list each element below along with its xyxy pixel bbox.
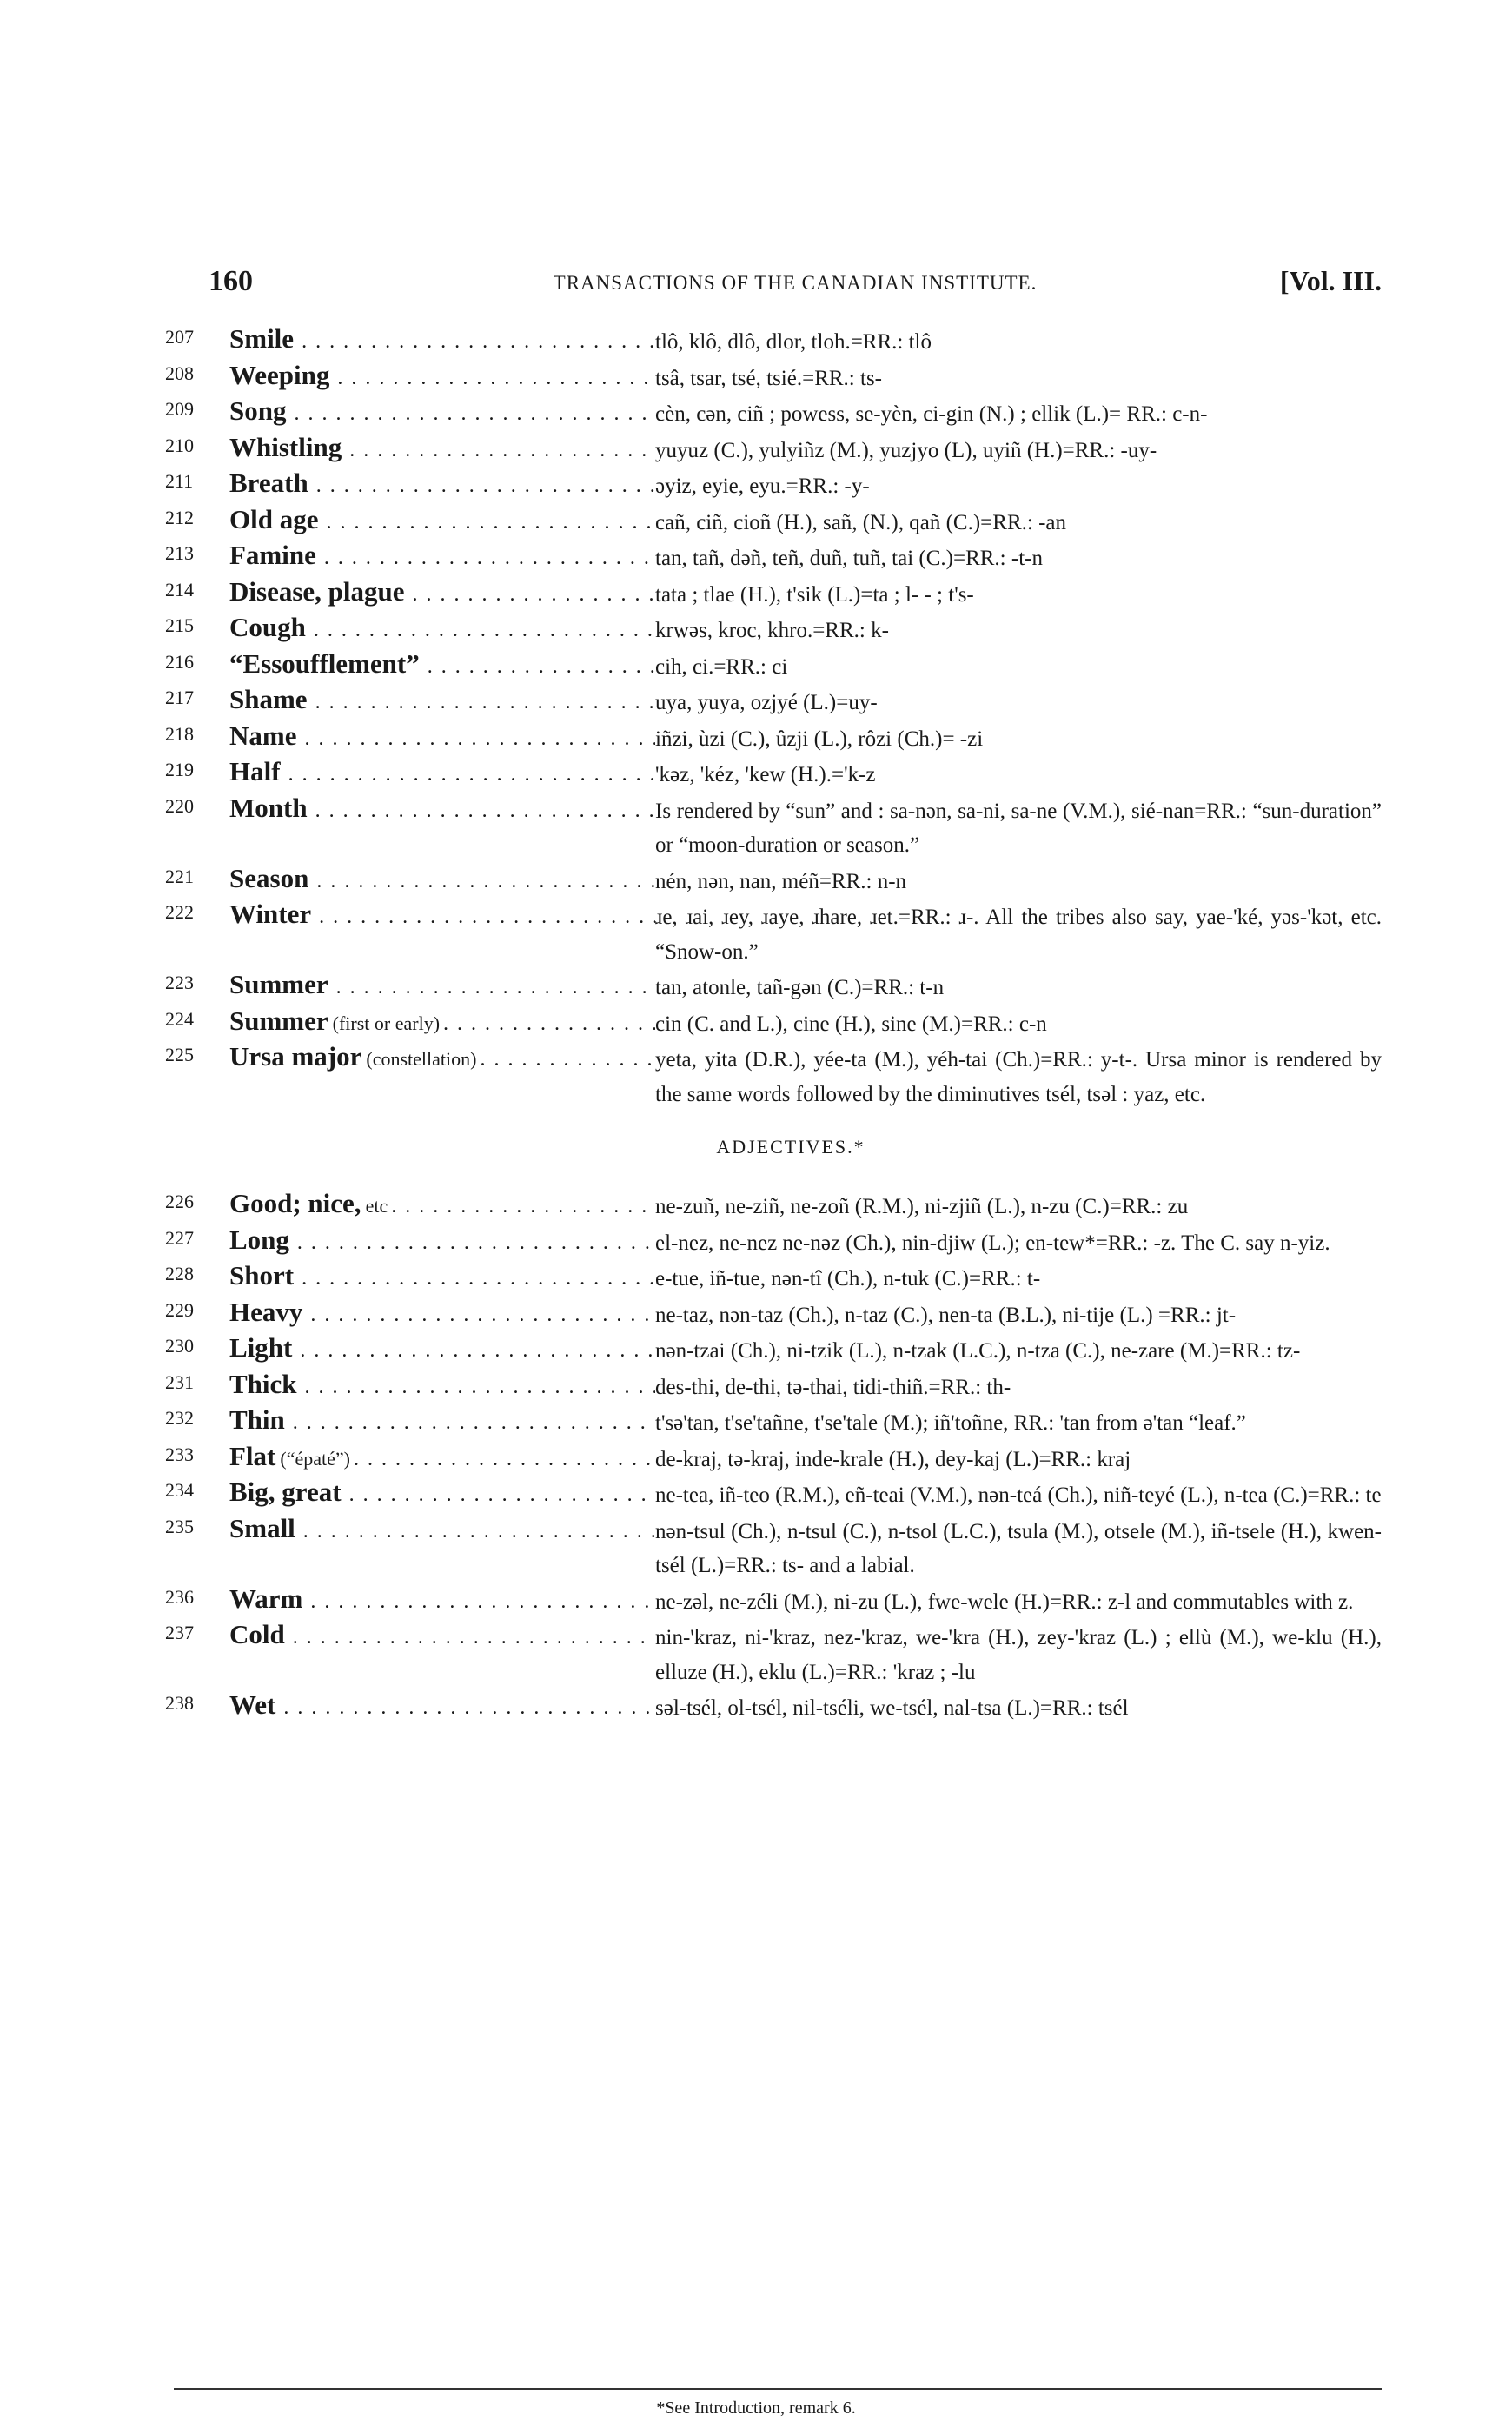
entry-term-cell	[229, 432, 655, 463]
vocabulary-entry	[165, 969, 1382, 1005]
entry-number: 219	[165, 759, 194, 780]
entry-term-note: (“épaté”)	[280, 1447, 350, 1470]
entry-term-cell	[229, 648, 655, 680]
vocabulary-entry	[165, 576, 1382, 613]
vocabulary-entry	[165, 1260, 1382, 1297]
entry-term: Weeping	[229, 359, 330, 390]
vocabulary-list	[165, 323, 1382, 1726]
vocabulary-entry	[165, 504, 1382, 541]
entry-number: 211	[165, 470, 194, 492]
entry-number: 215	[165, 614, 194, 636]
entry-definition: 'kəz, 'kéz, 'kew (H.).='k-z	[655, 763, 876, 786]
entry-definition: des-thi, de-thi, tə-thai, tidi-thiñ.=RR.: th-	[655, 1375, 1011, 1399]
entry-number: 216	[165, 650, 194, 673]
entry-term-note: (first or early)	[332, 1012, 441, 1034]
entry-term: Disease, plague	[229, 575, 405, 607]
entry-term-cell	[229, 1005, 655, 1037]
entry-number: 217	[165, 687, 194, 708]
entry-definition: e-tue, iñ-tue, nən-tî (Ch.), n-tuk (C.)=RR.: t-	[655, 1267, 1041, 1291]
entry-term-cell	[229, 1041, 655, 1072]
dot-leader	[302, 330, 655, 354]
entry-term-cell	[229, 1404, 655, 1436]
dot-leader	[310, 1304, 655, 1327]
entry-definition: səl-tsél, ol-tsél, nil-tséli, we-tsél, nal-tsa (L.)=RR.: tsél	[655, 1696, 1129, 1720]
entry-term: Ursa major	[229, 1041, 362, 1072]
entry-number: 234	[165, 1479, 194, 1501]
dot-leader	[303, 1520, 655, 1543]
entry-term: Old age	[229, 503, 319, 534]
entry-number: 222	[165, 901, 194, 923]
entry-number: 231	[165, 1370, 194, 1393]
entry-term: Song	[229, 395, 287, 426]
vocabulary-entry	[165, 648, 1382, 685]
entry-definition: ɹe, ɹai, ɹey, ɹaye, ɹhare, ɹet.=RR.: ɹ-. All the tribes also say, yae-'ké, yəs-'kət, etc. “Snow-on.”	[655, 906, 1382, 964]
entry-number: 212	[165, 506, 194, 528]
entry-term: Breath	[229, 468, 308, 498]
vocabulary-entry	[165, 1689, 1382, 1726]
dot-leader	[349, 439, 655, 462]
dot-leader	[293, 1626, 655, 1649]
dot-leader	[391, 1195, 655, 1218]
dot-leader	[288, 763, 655, 786]
entry-term: Wet	[229, 1689, 276, 1720]
entry-term-note: (constellation)	[366, 1048, 477, 1070]
entry-definition: el-nez, ne-nez ne-nəz (Ch.), nin-djiw (L.); en-tew*=RR.: -z. The C. say n-yiz.	[655, 1231, 1330, 1255]
vocabulary-entry	[165, 1513, 1382, 1583]
entry-number: 214	[165, 578, 194, 601]
volume-label: [Vol. III.	[1279, 265, 1382, 296]
entry-term-cell	[229, 1369, 655, 1400]
entry-number: 238	[165, 1692, 194, 1714]
vocabulary-entry	[165, 863, 1382, 899]
dot-leader	[319, 906, 655, 929]
entry-term: Cough	[229, 612, 306, 642]
footnote-rule	[174, 2388, 1382, 2390]
entry-term-cell	[229, 612, 655, 643]
entry-definition: de-kraj, tə-kraj, inde-krale (H.), dey-kaj (L.)=RR.: kraj	[655, 1447, 1131, 1471]
entry-definition: uya, yuya, ozjyé (L.)=uy-	[655, 691, 878, 714]
vocabulary-entry	[165, 756, 1382, 793]
vocabulary-entry	[165, 793, 1382, 863]
entry-number: 225	[165, 1044, 194, 1065]
entry-term-cell	[229, 395, 655, 427]
entry-number: 229	[165, 1298, 194, 1321]
dot-leader	[302, 1267, 655, 1291]
entry-term: Long	[229, 1224, 289, 1255]
entry-number: 228	[165, 1263, 194, 1284]
entry-number: 221	[165, 865, 194, 887]
entry-term: Season	[229, 862, 309, 893]
entry-term-cell	[229, 756, 655, 787]
entry-number: 220	[165, 794, 194, 817]
vocabulary-entry	[165, 1619, 1382, 1689]
dot-leader	[443, 1012, 655, 1036]
vocabulary-entry	[165, 360, 1382, 396]
entry-term-cell	[229, 540, 655, 571]
vocabulary-entry	[165, 540, 1382, 576]
dot-leader	[354, 1448, 655, 1471]
vocabulary-entry	[165, 432, 1382, 468]
entry-term: Smile	[229, 323, 295, 354]
vocabulary-entry	[165, 1224, 1382, 1261]
entry-term-cell	[229, 1476, 655, 1508]
dot-leader	[297, 1231, 655, 1255]
entry-definition: tsâ, tsar, tsé, tsié.=RR.: ts-	[655, 366, 882, 390]
dot-leader	[283, 1696, 655, 1720]
vocabulary-entry	[165, 1188, 1382, 1224]
entry-number: 223	[165, 972, 194, 993]
vocabulary-entry	[165, 1583, 1382, 1620]
entry-number: 236	[165, 1585, 194, 1608]
vocabulary-entry	[165, 1005, 1382, 1042]
vocabulary-entry	[165, 1369, 1382, 1405]
entry-number: 207	[165, 326, 194, 348]
entry-term: Small	[229, 1512, 295, 1543]
entry-number: 218	[165, 722, 194, 745]
entry-term: Big, great	[229, 1476, 342, 1507]
entry-definition: yeta, yita (D.R.), yée-ta (M.), yéh-tai (Ch.)=RR.: y-t-. Ursa minor is rendered by the same words followed by the diminutives tsél, tsəl : yaz, etc.	[655, 1048, 1382, 1106]
entry-term: Thin	[229, 1404, 285, 1435]
entry-definition: əyiz, eyie, eyu.=RR.: -y-	[655, 474, 870, 498]
entry-definition: ne-tea, iñ-teo (R.M.), eñ-teai (V.M.), nən-teá (Ch.), niñ-teyé (L.), n-tea (C.)=RR.: te	[655, 1483, 1382, 1507]
vocabulary-entry	[165, 468, 1382, 504]
entry-term-cell	[229, 468, 655, 499]
page-header	[209, 265, 1382, 309]
entry-definition: krwəs, kroc, khro.=RR.: k-	[655, 619, 889, 642]
entry-number: 227	[165, 1226, 194, 1249]
dot-leader	[315, 800, 655, 823]
entry-term-cell	[229, 1619, 655, 1650]
entry-term-cell	[229, 899, 655, 930]
dot-leader	[315, 691, 655, 714]
vocabulary-entry	[165, 684, 1382, 720]
entry-term-cell	[229, 504, 655, 535]
entry-term-cell	[229, 1260, 655, 1291]
entry-term: Half	[229, 756, 281, 786]
entry-term: Whistling	[229, 431, 342, 462]
entry-term-cell	[229, 1188, 655, 1219]
dot-leader	[326, 511, 655, 534]
entry-term: Short	[229, 1260, 295, 1291]
entry-term: Light	[229, 1332, 293, 1363]
entry-term-cell	[229, 1689, 655, 1721]
dot-leader	[336, 976, 655, 999]
vocabulary-entry	[165, 1404, 1382, 1441]
vocabulary-entry	[165, 395, 1382, 432]
vocabulary-entry	[165, 720, 1382, 757]
entry-term-cell	[229, 684, 655, 715]
footnote: *See Introduction, remark 6.	[656, 2399, 856, 2418]
entry-definition: cèn, cən, ciñ ; powess, se-yèn, ci-gin (N.) ; ellik (L.)= RR.: c-n-	[655, 402, 1208, 426]
dot-leader	[314, 619, 655, 642]
entry-number: 232	[165, 1407, 194, 1429]
dot-leader	[300, 1339, 655, 1363]
entry-term: Famine	[229, 540, 316, 570]
entry-term-cell	[229, 360, 655, 391]
page-number: 160	[209, 265, 253, 297]
vocabulary-entry	[165, 1441, 1382, 1477]
entry-term: Flat	[229, 1440, 276, 1471]
entry-definition: yuyuz (C.), yulyiñz (M.), yuzjyo (L), uyiñ (H.)=RR.: -uy-	[655, 438, 1157, 462]
entry-definition: tan, tañ, dəñ, teñ, duñ, tuñ, tai (C.)=RR.: -t-n	[655, 547, 1043, 570]
entry-number: 235	[165, 1515, 194, 1537]
entry-term-cell	[229, 1441, 655, 1472]
entry-term-cell	[229, 1583, 655, 1615]
dot-leader	[310, 1590, 655, 1614]
entry-term-cell	[229, 863, 655, 894]
entry-term: Thick	[229, 1368, 297, 1399]
entry-term: Name	[229, 720, 297, 751]
dot-leader	[316, 870, 655, 893]
entry-term-cell	[229, 576, 655, 607]
entry-definition: tan, atonle, tañ-gən (C.)=RR.: t-n	[655, 976, 945, 999]
dot-leader	[316, 474, 655, 498]
entry-term-note: etc	[365, 1195, 388, 1217]
vocabulary-entry	[165, 1041, 1382, 1111]
entry-definition: ne-taz, nən-taz (Ch.), n-taz (C.), nen-ta (B.L.), ni-tije (L.) =RR.: jt-	[655, 1303, 1237, 1327]
entry-definition: ne-zəl, ne-zéli (M.), ni-zu (L.), fwe-wele (H.)=RR.: z-l and commutables with z.	[655, 1589, 1354, 1614]
entry-number: 208	[165, 362, 194, 384]
entry-number: 237	[165, 1622, 194, 1643]
entry-number: 213	[165, 542, 194, 564]
entry-definition: nən-tsul (Ch.), n-tsul (C.), n-tsol (L.C.), tsula (M.), otsele (M.), iñ-tsele (H.), kwen-tsél (L.)=RR.: ts- and a labial.	[655, 1519, 1382, 1577]
entry-definition: Is rendered by “sun” and : sa-nən, sa-ni, sa-ne (V.M.), sié-nan=RR.: “sun-duration” or “moon-duration or season.”	[655, 799, 1382, 857]
entry-number: 226	[165, 1191, 194, 1212]
entry-definition: tlô, klô, dlô, dlor, tloh.=RR.: tlô	[655, 330, 932, 354]
entry-term-cell	[229, 1332, 655, 1364]
entry-term: Cold	[229, 1619, 285, 1649]
entry-term: Winter	[229, 899, 312, 929]
vocabulary-entry	[165, 1332, 1382, 1369]
entry-number: 233	[165, 1443, 194, 1465]
entry-term-cell	[229, 969, 655, 1000]
entry-term-cell	[229, 1224, 655, 1256]
entry-term: Month	[229, 792, 308, 823]
dot-leader	[294, 402, 655, 426]
entry-definition: cin (C. and L.), cine (H.), sine (M.)=RR.: c-n	[655, 1012, 1047, 1036]
entry-definition: t'sə'tan, t'se'tañne, t'se'tale (M.); iñ'toñne, RR.: 'tan from ə'tan “leaf.”	[655, 1411, 1246, 1435]
entry-term: Heavy	[229, 1296, 303, 1327]
dot-leader	[349, 1483, 655, 1507]
vocabulary-entry	[165, 899, 1382, 969]
dot-leader	[413, 583, 656, 607]
entry-number: 209	[165, 398, 194, 420]
entry-term: Warm	[229, 1583, 303, 1614]
entry-term: Summer	[229, 1005, 328, 1036]
vocabulary-entry	[165, 612, 1382, 648]
entry-term-cell	[229, 720, 655, 752]
entry-term-cell	[229, 1297, 655, 1328]
entry-term-cell	[229, 1513, 655, 1544]
dot-leader	[480, 1048, 655, 1072]
dot-leader	[324, 547, 655, 570]
entry-term: Summer	[229, 969, 328, 999]
entry-definition: nən-tzai (Ch.), ni-tzik (L.), n-tzak (L.C.), n-tza (C.), ne-zare (M.)=RR.: tz-	[655, 1339, 1301, 1363]
entry-definition: iñzi, ùzi (C.), ûzji (L.), rôzi (Ch.)= -zi	[655, 727, 984, 751]
dot-leader	[337, 367, 655, 390]
vocabulary-entry	[165, 1476, 1382, 1513]
vocabulary-entry	[165, 323, 1382, 360]
entry-definition: ne-zuñ, ne-ziñ, ne-zoñ (R.M.), ni-zjiñ (L.), n-zu (C.)=RR.: zu	[655, 1195, 1189, 1218]
entry-number: 230	[165, 1335, 194, 1357]
dot-leader	[293, 1411, 655, 1435]
entry-definition: tata ; tlae (H.), t'sik (L.)=ta ; l- - ; t's-	[655, 582, 974, 607]
entry-term-cell	[229, 323, 655, 355]
entry-number: 224	[165, 1007, 194, 1030]
entry-term: Good; nice,	[229, 1188, 361, 1218]
dot-leader	[304, 727, 655, 751]
vocabulary-entry	[165, 1297, 1382, 1333]
entry-definition: cih, ci.=RR.: ci	[655, 654, 788, 679]
entry-term: Shame	[229, 684, 308, 714]
entry-definition: nin-'kraz, ni-'kraz, nez-'kraz, we-'kra (H.), zey-'kraz (L.) ; ellù (M.), we-klu (H.), elluze (H.), eklu (L.)=RR.: 'kraz ; -lu	[655, 1626, 1382, 1684]
entry-definition: cañ, ciñ, cioñ (H.), sañ, (N.), qañ (C.)=RR.: -an	[655, 510, 1066, 534]
dot-leader	[428, 655, 655, 679]
section-heading: ADJECTIVES.*	[716, 1136, 865, 1158]
entry-number: 210	[165, 434, 194, 456]
entry-definition: nén, nən, nan, méñ=RR.: n-n	[655, 869, 907, 893]
running-title: TRANSACTIONS OF THE CANADIAN INSTITUTE.	[553, 272, 1038, 294]
entry-term-cell	[229, 793, 655, 824]
dot-leader	[305, 1376, 655, 1399]
entry-term: “Essoufflement”	[229, 647, 420, 679]
